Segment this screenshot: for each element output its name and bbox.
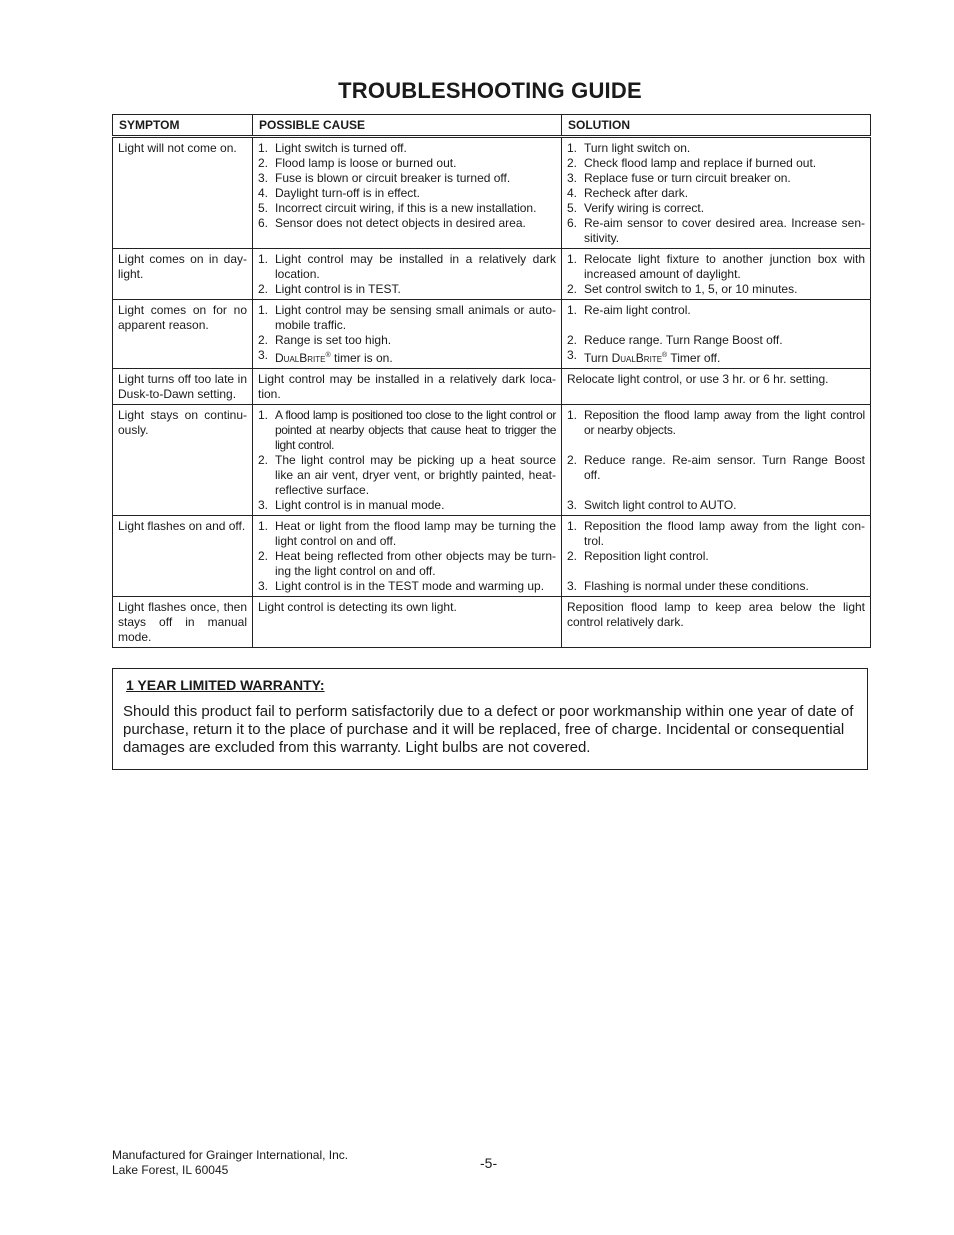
cause-item: 3. Fuse is blown or circuit breaker is turned off. (258, 171, 511, 185)
spacer (567, 318, 865, 333)
solution-item: 5. Verify wiring is correct. (567, 201, 705, 215)
warranty-heading: 1 YEAR LIMITED WARRANTY: (126, 677, 325, 693)
solution-item: 2. Reposition light control. (567, 549, 709, 563)
table-header-row (113, 115, 871, 137)
cause-item: 2. Light control is in TEST. (258, 282, 401, 296)
cause-item: 1. Light switch is turned off. (258, 141, 407, 155)
spacer (567, 483, 865, 498)
solution-item: 3. Replace fuse or turn circuit breaker on. (567, 171, 791, 185)
warranty-text: Should this product fail to perform satisfactorily due to a defect or poor workmanship within one year of date of purchase, return it to the place of purchase and it will be replaced, free of charge. Incidental or consequential damages are excluded from this warranty. Light bulbs are not covered. (123, 703, 854, 756)
page-title: TROUBLESHOOTING GUIDE (338, 78, 642, 103)
symptom-cell: Light comes on in day-light. (113, 249, 253, 300)
solution-cell: Relocate light control, or use 3 hr. or 6 hr. setting. (562, 369, 871, 405)
solution-item: 3. Switch light control to AUTO. (567, 498, 737, 512)
solution-item: 6. Re-aim sensor to cover desired area. Increase sen-sitivity. (567, 216, 865, 245)
symptom-cell: Light will not come on. (113, 137, 253, 249)
cause-cell: Light control may be installed in a relatively dark loca-tion. (253, 369, 562, 405)
solution-item: 2. Check flood lamp and replace if burned out. (567, 156, 817, 170)
solution-cell (562, 516, 871, 597)
cause-cell: Light control is detecting its own light. (253, 597, 562, 648)
solution-item: 3. Turn DualBrite® Timer off. (567, 348, 721, 365)
cause-item: 2. Heat being reflected from other objects may be turn-ing the light control on and off. (258, 549, 556, 578)
solution-item: 3. Flashing is normal under these conditions. (567, 579, 809, 593)
cause-item: 1. Light control may be sensing small animals or auto-mobile traffic. (258, 303, 556, 332)
manufacturer-name: Manufactured for Grainger International, Inc. (112, 1148, 349, 1162)
table-row (113, 369, 871, 405)
brand-name: DualBrite (275, 351, 326, 365)
solution-item: 1. Turn light switch on. (567, 141, 691, 155)
table-row (113, 405, 871, 516)
symptom-cell: Light turns off too late in Dusk-to-Dawn setting. (113, 369, 253, 405)
cause-cell (253, 249, 562, 300)
cause-item: 1. A flood lamp is positioned too close to the light control or pointed at nearby objects that cause heat to trigger the light control. (258, 408, 556, 452)
solution-item: 1. Relocate light fixture to another junction box with increased amount of daylight. (567, 252, 865, 281)
solution-item: 4. Recheck after dark. (567, 186, 689, 200)
cause-item: 4. Daylight turn-off is in effect. (258, 186, 420, 200)
solution-item: 2. Reduce range. Re-aim sensor. Turn Range Boost off. (567, 453, 865, 482)
cause-cell (253, 137, 562, 249)
cause-item: 6. Sensor does not detect objects in desired area. (258, 216, 526, 230)
solution-item: 2. Reduce range. Turn Range Boost off. (567, 333, 783, 347)
brand-name: DualBrite (611, 351, 663, 365)
table-row (113, 249, 871, 300)
spacer (567, 438, 865, 453)
cause-item: 5. Incorrect circuit wiring, if this is a new installation. (258, 201, 537, 215)
solution-cell (562, 405, 871, 516)
cause-cell (253, 516, 562, 597)
cause-item: 2. The light control may be picking up a heat source like an air vent, dryer vent, or brightly painted, heat-reflective surface. (258, 453, 556, 497)
solution-cell (562, 249, 871, 300)
header-solution: SOLUTION (562, 115, 871, 137)
cause-item: 3. DualBrite® timer is on. (258, 348, 393, 365)
cause-item: 3. Light control is in manual mode. (258, 498, 445, 512)
cause-cell (253, 300, 562, 369)
spacer (567, 564, 865, 579)
solution-cell: Reposition flood lamp to keep area below the light control relatively dark. (562, 597, 871, 648)
symptom-cell: Light flashes on and off. (113, 516, 253, 597)
solution-cell (562, 137, 871, 249)
symptom-cell: Light stays on continu-ously. (113, 405, 253, 516)
cause-item: 2. Range is set too high. (258, 333, 392, 347)
solution-item: 2. Set control switch to 1, 5, or 10 minutes. (567, 282, 798, 296)
manufacturer-footer (112, 1148, 348, 1178)
header-symptom: SYMPTOM (113, 115, 253, 137)
solution-item: 1. Reposition the flood lamp away from the light control or nearby objects. (567, 408, 865, 437)
page-number: -5- (480, 1155, 498, 1171)
table-row (113, 516, 871, 597)
manufacturer-address: Lake Forest, IL 60045 (112, 1163, 229, 1177)
warranty-box (112, 668, 868, 770)
troubleshooting-table (112, 114, 871, 648)
cause-cell (253, 405, 562, 516)
table-row (113, 137, 871, 249)
table-row (113, 597, 871, 648)
symptom-cell: Light comes on for no apparent reason. (113, 300, 253, 369)
cause-item: 1. Light control may be installed in a relatively dark location. (258, 252, 556, 281)
solution-item: 1. Reposition the flood lamp away from the light con-trol. (567, 519, 865, 548)
cause-item: 1. Heat or light from the flood lamp may be turning the light control on and off. (258, 519, 556, 548)
cause-item: 3. Light control is in the TEST mode and warming up. (258, 579, 545, 593)
header-possible-cause: POSSIBLE CAUSE (253, 115, 562, 137)
cause-item: 2. Flood lamp is loose or burned out. (258, 156, 457, 170)
table-row (113, 300, 871, 369)
solution-cell (562, 300, 871, 369)
solution-item: 1. Re-aim light control. (567, 303, 691, 317)
symptom-cell: Light flashes once, then stays off in manual mode. (113, 597, 253, 648)
